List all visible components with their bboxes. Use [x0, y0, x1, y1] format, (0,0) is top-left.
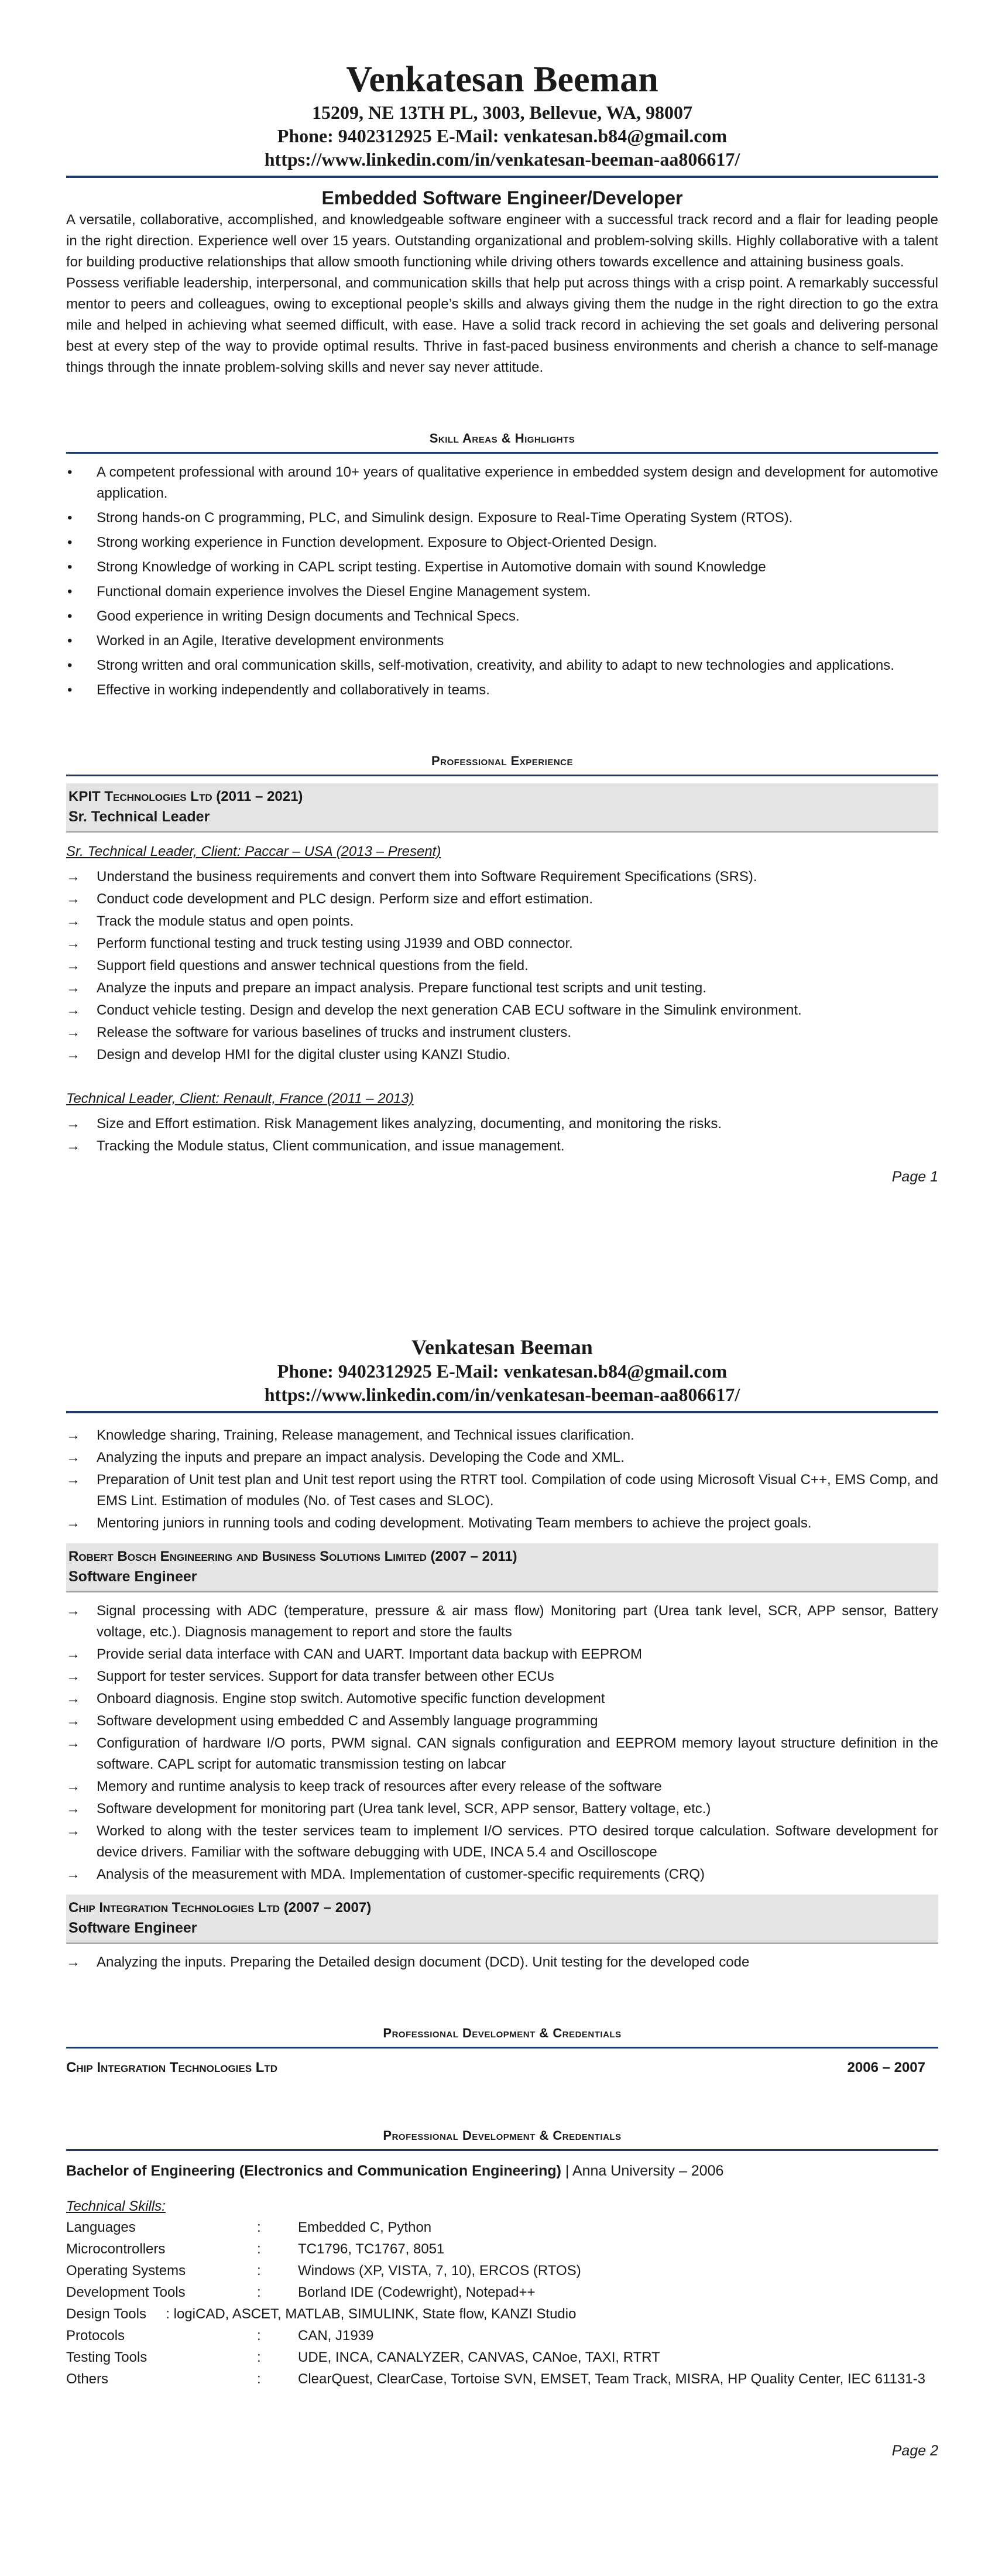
company-block-bosch	[66, 1543, 938, 1592]
skill-row-protocols: Protocols : CAN, J1939	[66, 2328, 374, 2344]
list-item: • Strong working experience in Function development. Exposure to Object-Oriented Design.	[66, 532, 938, 553]
list-item: • Effective in working independently and collaboratively in teams.	[66, 680, 938, 701]
skills-divider	[66, 452, 938, 454]
arrow-icon: →	[66, 1669, 80, 1684]
credentials-divider-2	[66, 2149, 938, 2151]
list-item: → Support for tester services. Support for data transfer between other ECUs	[66, 1666, 938, 1687]
page-number: Page 2	[891, 2443, 938, 2459]
skill-row-development-tools: Development Tools : Borland IDE (Codewright), Notepad++	[66, 2284, 536, 2300]
list-item: • A competent professional with around 10+ years of qualitative experience in embedded system design and development for automotive application.	[66, 462, 938, 504]
technical-skills-table	[66, 2217, 938, 2390]
company-block-chip	[66, 1895, 938, 1944]
linkedin-url[interactable]: https://www.linkedin.com/in/venkatesan-beeman-aa806617/	[264, 149, 740, 170]
page-number: Page 1	[891, 1169, 938, 1185]
arrow-icon: →	[66, 1954, 80, 1970]
list-item: • Good experience in writing Design documents and Technical Specs.	[66, 606, 938, 627]
list-item: → Track the module status and open points.	[66, 911, 938, 932]
company-role: Software Engineer	[68, 1568, 197, 1585]
bullet-icon: •	[67, 464, 73, 480]
degree-line	[66, 2160, 938, 2181]
arrow-icon: →	[66, 958, 80, 974]
list-item: → Worked to along with the tester services team to implement I/O services. PTO desired torque calculation. Software development for device drivers. Familiar with the software debugging with UDE, INCA 5.4 and Oscilloscope	[66, 1821, 938, 1863]
arrow-icon: →	[66, 1603, 80, 1619]
header-divider	[66, 1411, 938, 1413]
credential-entry	[66, 2058, 938, 2078]
list-item: → Software development for monitoring part (Urea tank level, SCR, APP sensor, Battery voltage, etc.)	[66, 1799, 938, 1820]
arrow-icon: →	[66, 1713, 80, 1729]
resume-page-1	[66, 59, 938, 1186]
skills-list	[66, 462, 938, 701]
list-item: • Strong Knowledge of working in CAPL script testing. Expertise in Automotive domain with sound Knowledge	[66, 557, 938, 578]
list-item: → Release the software for various baselines of trucks and instrument clusters.	[66, 1022, 938, 1043]
list-item: → Software development using embedded C and Assembly language programming	[66, 1711, 938, 1732]
candidate-name: Venkatesan Beeman	[346, 60, 658, 100]
arrow-icon: →	[66, 1138, 80, 1154]
renault-duties-list	[66, 1114, 938, 1157]
list-item: → Analyzing the inputs. Preparing the Detailed design document (DCD). Unit testing for the developed code	[66, 1952, 938, 1973]
list-item: → Analysis of the measurement with MDA. Implementation of customer-specific requirements (CRQ)	[66, 1864, 938, 1885]
list-item: → Analyzing the inputs and prepare an impact analysis. Developing the Code and XML.	[66, 1447, 938, 1468]
list-item: → Mentoring juniors in running tools and coding development. Motivating Team members to achieve the project goals.	[66, 1513, 938, 1534]
credential-company: Chip Integration Technologies Ltd	[66, 2060, 278, 2075]
list-item: • Strong written and oral communication skills, self-motivation, creativity, and ability to adapt to new technologies and applications.	[66, 655, 938, 676]
paccar-duties-list	[66, 866, 938, 1066]
list-item: → Tracking the Module status, Client communication, and issue management.	[66, 1136, 938, 1157]
arrow-icon: →	[66, 1779, 80, 1794]
technical-skills-heading: Technical Skills:	[66, 2198, 166, 2214]
arrow-icon: →	[66, 1450, 80, 1465]
list-item: → Conduct code development and PLC design. Perform size and effort estimation.	[66, 889, 938, 910]
list-item: → Configuration of hardware I/O ports, PWM signal. CAN signals configuration and EEPROM memory layout structure definition in the software. CAPL script for automatic transmission testing on labcar	[66, 1733, 938, 1775]
summary-paragraph-2: Possess verifiable leadership, interpersonal, and communication skills that help put across things with a crisp point. A remarkably successful mentor to peers and colleagues, owing to exceptional people’s skills and always giving them the nudge in the right direction to go the extra mile and helped in achieving what seemed difficult, with ease. Have a solid track record in achieving the set goals and delivering personal best at every step of the way to provide optimal results. Thrive in fast-paced business environments and cherish a chance to self-manage things through the innate problem-solving skills and never say never attitude.	[66, 275, 938, 375]
address: 15209, NE 13TH PL, 3003, Bellevue, WA, 98007	[311, 102, 693, 123]
list-item: → Design and develop HMI for the digital cluster using KANZI Studio.	[66, 1044, 938, 1066]
arrow-icon: →	[66, 1025, 80, 1040]
skill-row-design-tools: Design Tools : logiCAD, ASCET, MATLAB, SIMULINK, State flow, KANZI Studio	[66, 2306, 577, 2322]
resume-page-2	[66, 1335, 938, 2459]
list-item: • Worked in an Agile, Iterative development environments	[66, 631, 938, 652]
list-item: → Perform functional testing and truck testing using J1939 and OBD connector.	[66, 933, 938, 954]
credentials-section-title-2: Professional Development & Credentials	[383, 2128, 622, 2143]
list-item: → Signal processing with ADC (temperature, pressure & air mass flow) Monitoring part (Urea tank level, SCR, APP sensor, Battery voltage, etc.). Diagnosis management to report and store the faults	[66, 1601, 938, 1643]
bullet-icon: •	[67, 584, 73, 600]
bullet-icon: •	[67, 657, 73, 673]
list-item: → Provide serial data interface with CAN and UART. Important data backup with EEPROM	[66, 1644, 938, 1665]
arrow-icon: →	[66, 1866, 80, 1882]
arrow-icon: →	[66, 1691, 80, 1707]
experience-section-title: Professional Experience	[431, 753, 573, 768]
phone-email: Phone: 9402312925 E-Mail: venkatesan.b84@gmail.com	[277, 125, 728, 146]
list-item: → Analyze the inputs and prepare an impact analysis. Prepare functional test scripts and unit testing.	[66, 978, 938, 999]
arrow-icon: →	[66, 1472, 80, 1488]
linkedin-url[interactable]: https://www.linkedin.com/in/venkatesan-beeman-aa806617/	[264, 1384, 740, 1405]
arrow-icon: →	[66, 1735, 80, 1751]
degree-title: Bachelor of Engineering (Electronics and Communication Engineering)	[66, 2163, 561, 2179]
header-divider	[66, 176, 938, 178]
job-headline: Embedded Software Engineer/Developer	[321, 187, 683, 208]
skill-row-languages: Languages : Embedded C, Python	[66, 2219, 432, 2235]
arrow-icon: →	[66, 1047, 80, 1063]
experience-divider	[66, 775, 938, 776]
arrow-icon: →	[66, 869, 80, 885]
bullet-icon: •	[67, 559, 73, 575]
client-heading-paccar: Sr. Technical Leader, Client: Paccar – USA (2013 – Present)	[66, 844, 441, 859]
skill-row-testing-tools: Testing Tools : UDE, INCA, CANALYZER, CANVAS, CANoe, TAXI, RTRT	[66, 2349, 660, 2365]
company-role: Software Engineer	[68, 1920, 197, 1936]
bosch-duties-list	[66, 1601, 938, 1885]
candidate-name: Venkatesan Beeman	[411, 1335, 593, 1359]
arrow-icon: →	[66, 936, 80, 951]
bullet-icon: •	[67, 682, 73, 698]
company-block-kpit	[66, 783, 938, 833]
bullet-icon: •	[67, 608, 73, 624]
arrow-icon: →	[66, 1515, 80, 1531]
list-item: → Knowledge sharing, Training, Release management, and Technical issues clarification.	[66, 1425, 938, 1446]
arrow-icon: →	[66, 1002, 80, 1018]
client-heading-renault: Technical Leader, Client: Renault, France (2011 – 2013)	[66, 1091, 414, 1107]
phone-email: Phone: 9402312925 E-Mail: venkatesan.b84@gmail.com	[277, 1361, 728, 1382]
skill-row-others: Others : ClearQuest, ClearCase, Tortoise SVN, EMSET, Team Track, MISRA, HP Quality Center, IEC 61131-3	[66, 2371, 925, 2387]
company-name: Chip Integration Technologies Ltd (2007 – 2007)	[68, 1900, 372, 1916]
company-role: Sr. Technical Leader	[68, 809, 210, 825]
list-item: → Understand the business requirements and convert them into Software Requirement Specifications (SRS).	[66, 866, 938, 888]
list-item: → Memory and runtime analysis to keep track of resources after every release of the software	[66, 1776, 938, 1797]
bullet-icon: •	[67, 633, 73, 649]
chip-duties-list	[66, 1952, 938, 1973]
company-name: Robert Bosch Engineering and Business Solutions Limited (2007 – 2011)	[68, 1549, 517, 1564]
list-item: → Size and Effort estimation. Risk Management likes analyzing, documenting, and monitoring the risks.	[66, 1114, 938, 1135]
arrow-icon: →	[66, 1427, 80, 1443]
skill-row-microcontrollers: Microcontrollers : TC1796, TC1767, 8051	[66, 2241, 445, 2257]
list-item: → Onboard diagnosis. Engine stop switch. Automotive specific function development	[66, 1688, 938, 1710]
bullet-icon: •	[67, 510, 73, 526]
arrow-icon: →	[66, 1116, 80, 1132]
summary-paragraph-1: A versatile, collaborative, accomplished, and knowledgeable software engineer with a successful track record and a flair for leading people in the right direction. Experience well over 15 years. Outstanding organizational and problem-solving skills. Highly collaborative with a talent for building productive relationships that allow smooth functioning while driving others towards excellence and attaining business goals.	[66, 212, 938, 270]
list-item: → Conduct vehicle testing. Design and develop the next generation CAB ECU software in the Simulink environment.	[66, 1000, 938, 1021]
credential-period: 2006 – 2007	[847, 2060, 925, 2075]
arrow-icon: →	[66, 913, 80, 929]
arrow-icon: →	[66, 1801, 80, 1817]
list-item: → Support field questions and answer technical questions from the field.	[66, 955, 938, 977]
credentials-divider-1	[66, 2047, 938, 2049]
renault-duties-list-continued	[66, 1425, 938, 1534]
degree-university: | Anna University – 2006	[561, 2163, 724, 2179]
credentials-section-title-1: Professional Development & Credentials	[383, 2026, 622, 2040]
company-name: KPIT Technologies Ltd (2011 – 2021)	[68, 789, 303, 804]
list-item: • Functional domain experience involves the Diesel Engine Management system.	[66, 581, 938, 602]
arrow-icon: →	[66, 1646, 80, 1662]
list-item: → Preparation of Unit test plan and Unit test report using the RTRT tool. Compilation of code using Microsoft Visual C++, EMS Comp, and EMS Lint. Estimation of modules (No. of Test cases and SLOC).	[66, 1469, 938, 1512]
skills-section-title: Skill Areas & Highlights	[429, 431, 575, 446]
arrow-icon: →	[66, 980, 80, 996]
bullet-icon: •	[67, 535, 73, 550]
arrow-icon: →	[66, 891, 80, 907]
skill-row-operating-systems: Operating Systems : Windows (XP, VISTA, 7, 10), ERCOS (RTOS)	[66, 2263, 581, 2279]
list-item: • Strong hands-on C programming, PLC, and Simulink design. Exposure to Real-Time Operating System (RTOS).	[66, 508, 938, 529]
arrow-icon: →	[66, 1823, 80, 1839]
